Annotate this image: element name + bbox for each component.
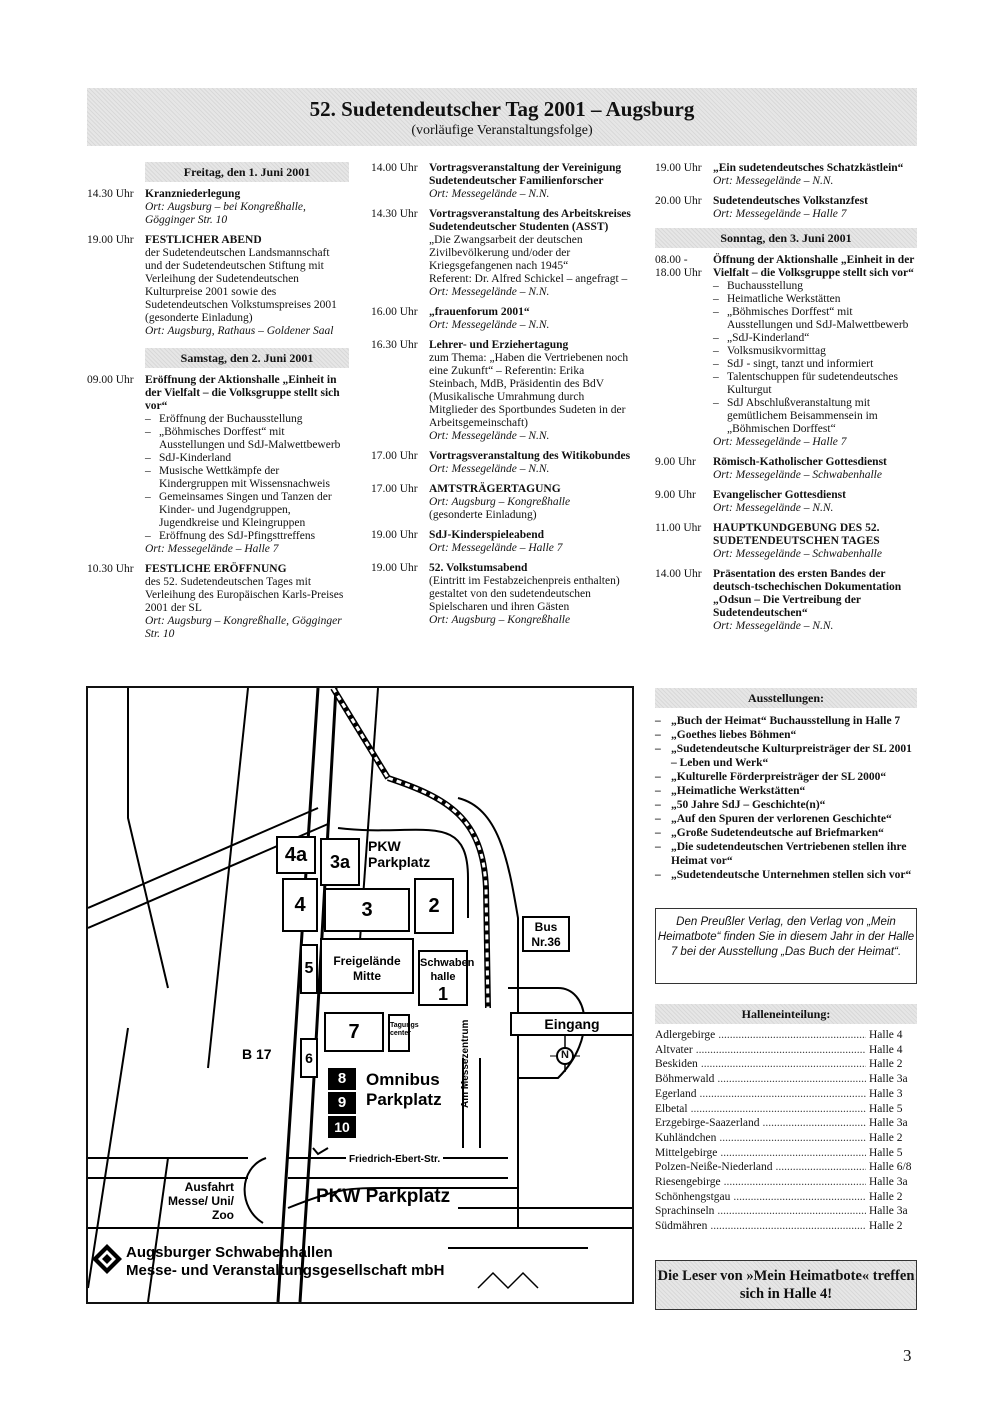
hall-number: Halle 2 [869,1220,903,1233]
event [371,208,633,299]
leader-dots [700,1087,866,1102]
event [655,195,917,221]
event [371,306,633,332]
schedule-column-2 [371,162,633,634]
event-title: Eröffnung der Aktionshalle „Einheit in der Vielfalt – die Volksgruppe stellt sich vor“ [145,374,340,412]
hall-number: Halle 6/8 [869,1161,912,1174]
event-place: Ort: Messegelände – N.N. [713,175,834,187]
hall-region: Egerland [655,1087,697,1100]
event-place: Ort: Messegelände – N.N. [429,430,550,442]
table-row [655,1087,917,1102]
hall-region: Polzen-Neiße-Niederland [655,1161,773,1174]
hall-number: Halle 4 [869,1029,903,1041]
event-time: 10.30 Uhr [87,563,134,575]
leader-dots [701,1057,866,1072]
event [655,568,917,633]
table-row [655,1057,917,1072]
hall-region: Sprachinseln [655,1205,715,1218]
hall-region: Beskiden [655,1058,698,1071]
leader-dots [691,1102,866,1117]
event-referent: Referent: Dr. Alfred Schickel – angefragt – [429,273,628,285]
event-description: der Sudetendeutschen Landsmannschaft und der Sudetendeutschen Stiftung mit Verleihung der Sudetendeutschen Kulturpreise 2001 sowie des Sudetendeutschen Volkstumspreises 2001 (gesonderte Einladung) [145,247,337,324]
event-place: Ort: Messegelände – Schwabenhalle [713,548,882,560]
event-description: zum Thema: „Haben die Vertriebenen noch eine Zukunft“ – Referentin: Erika Steinbach, MdB, Präsidentin des BdV (Musikalische Umrahmung durch Mitglieder des Sportbundes Sudeten in der Arbeitsgemeinschaft) [429,352,629,429]
list-item: – „Böhmisches Dorffest“ mit Ausstellungen und SdJ-Malwettbewerb [713,306,917,332]
leader-dots [719,1131,866,1146]
event-description: des 52. Sudetendeutschen Tages mit Verleihung des Europäischen Karls-Preises 2001 der SL [145,576,344,614]
hall-number: Halle 2 [869,1190,903,1203]
leader-dots [763,1116,866,1131]
hall-number: Halle 3a [869,1205,908,1218]
hall-assignment-section [655,1004,917,1234]
list-item: – „Die sudetendeutschen Vertriebenen stellen ihre Heimat vor“ [655,840,917,868]
leader-dots [718,1028,866,1043]
event [371,562,633,627]
exhibitions-section [655,688,917,882]
hall-rows [655,1028,917,1234]
table-row [655,1116,917,1131]
list-item: – Musische Wettkämpfe der Kindergruppen mit Wissensnachweis [145,465,349,491]
company-name-line1: Augsburger Schwabenhallen [126,1244,333,1261]
table-row [655,1131,917,1146]
hall-number: Halle 3 [869,1087,903,1100]
day-heading-sunday: Sonntag, den 3. Juni 2001 [655,228,917,248]
hall-number: Halle 5 [869,1146,903,1159]
event-time: 14.00 Uhr [655,568,702,580]
event [87,374,349,556]
hall-region: Mittelgebirge [655,1146,718,1159]
day-heading-saturday: Samstag, den 2. Juni 2001 [145,348,349,368]
company-name-line2: Messe- und Veranstaltungsgesellschaft mbH [126,1262,445,1279]
event-time: 19.00 Uhr [371,529,418,541]
leader-dots [724,1175,866,1190]
event-title: AMTSTRÄGERTAGUNG [429,483,561,495]
list-item: – Eröffnung der Buchausstellung [145,413,349,426]
event-time: 08.00 - 18.00 Uhr [655,254,702,279]
hall-number: Halle 5 [869,1102,903,1115]
leader-dots [717,1072,866,1087]
event [655,522,917,561]
leader-dots [710,1219,866,1234]
hall-2: 2 [414,878,454,934]
event-place: Ort: Messegelände – Halle 7 [145,543,279,555]
hall-9: 9 [328,1092,356,1114]
event-title: Öffnung der Aktionshalle „Einheit in der Vielfalt – die Volksgruppe stellt sich vor“ [713,254,915,279]
event-title: Evangelischer Gottesdienst [713,489,846,501]
hall-8: 8 [328,1068,356,1090]
event-title: FESTLICHER ABEND [145,234,262,246]
list-item: – Volksmusikvormittag [713,345,917,358]
leader-dots [733,1190,866,1205]
hall-6: 6 [300,1038,318,1078]
table-row [655,1160,917,1175]
list-item: – „Sudetendeutsche Kulturpreisträger der SL 2001 – Leben und Werk“ [655,742,917,770]
hall-number: Halle 4 [869,1043,903,1056]
event-time: 11.00 Uhr [655,522,702,534]
day-heading-friday: Freitag, den 1. Juni 2001 [145,162,349,182]
am-messezentrum-label: Am Messezentrum [460,1019,471,1108]
event [655,489,917,515]
event-place: Ort: Augsburg – Kongreßhalle [429,614,571,626]
event-place: Ort: Augsburg – bei Kongreßhalle, Gögginger Str. 10 [145,201,306,226]
table-row [655,1204,917,1219]
hall-region: Kuhländchen [655,1131,717,1144]
schwabenhalle-label: Schwaben halle [420,957,475,983]
event-place: Ort: Messegelände – N.N. [429,319,550,331]
table-row [655,1072,917,1087]
event-time: 09.00 Uhr [87,374,134,386]
company-logo-icon [92,1244,122,1274]
table-row [655,1190,917,1205]
event-title: SdJ-Kinderspieleabend [429,529,545,541]
list-item: – Talentschuppen für sudetendeutsches Kulturgut [713,371,917,397]
event-title: „frauenforum 2001“ [429,306,530,318]
event-time: 16.30 Uhr [371,339,418,351]
hall-region: Riesengebirge [655,1176,721,1189]
event-items [713,280,917,436]
hall-4: 4 [282,878,318,932]
hall-1: 1 [437,984,448,1004]
hall-region: Elbetal [655,1102,688,1115]
event-title: Lehrer- und Erziehertagung [429,339,569,351]
schedule-column-3 [655,162,917,640]
list-item: – „Sudetendeutsche Unternehmen stellen sich vor“ [655,868,917,882]
hall-number: Halle 3a [869,1117,908,1130]
hall-region: Altvater [655,1043,693,1056]
list-item: – „Buch der Heimat“ Buchausstellung in Halle 7 [655,714,917,728]
bus-stop-label: Bus Nr.36 [522,916,570,952]
page-subtitle: (vorläufige Veranstaltungsfolge) [411,123,593,138]
hall-number: Halle 2 [869,1058,903,1071]
list-item: – „Große Sudetendeutsche auf Briefmarken“ [655,826,917,840]
leader-dots [720,1146,866,1161]
event-place: Ort: Messegelände – Halle 7 [713,436,847,448]
event-place: Ort: Messegelände – N.N. [429,188,550,200]
table-row [655,1043,917,1058]
event-note: (gesonderte Einladung) [429,509,537,521]
compass-icon [550,1036,580,1072]
list-item: – SdJ Abschlußveranstaltung mit gemütlichem Beisammensein im „Böhmischen Dorffest“ [713,397,917,436]
list-item: – „Heimatliche Werkstätten“ [655,784,917,798]
hall-3: 3 [324,888,410,932]
company-name [126,1244,444,1280]
title-banner [87,88,917,146]
hall-4a: 4a [276,836,316,874]
hall-10: 10 [328,1116,356,1138]
ausfahrt-label: Ausfahrt Messe/ Uni/ Zoo [167,1180,234,1222]
event-time: 16.00 Uhr [371,306,418,318]
hall-region: Adlergebirge [655,1029,716,1041]
event-time: 19.00 Uhr [371,562,418,574]
event-time: 19.00 Uhr [87,234,134,246]
list-item: – „Auf den Spuren der verlorenen Geschichte“ [655,812,917,826]
list-item: – Eröffnung des SdJ-Pfingsttreffens [145,530,349,543]
event [371,450,633,476]
hall-3a: 3a [320,838,360,886]
leader-dots [717,1204,866,1219]
page-number: 3 [903,1346,912,1365]
hall-number: Halle 2 [869,1131,903,1144]
pkw-parkplatz-top-label: PKW Parkplatz [368,838,431,870]
event-title: Kranzniederlegung [145,188,241,200]
publisher-promo-box: Den Preußler Verlag, den Verlag von „Mein Heimatbote“ finden Sie in diesem Jahr in der Halle 7 bei der Ausstellung „Das Buch der Heimat“. [655,908,917,984]
event-place: Ort: Augsburg – Kongreßhalle, Gögginger Str. 10 [145,615,342,640]
freigelaende-mitte: Freigelände Mitte [320,938,414,994]
exhibitions-list [655,714,917,882]
event-place: Ort: Messegelände – Schwabenhalle [713,469,882,481]
schedule-column-1 [87,162,349,648]
event [87,563,349,641]
event-time: 19.00 Uhr [655,162,702,174]
event [655,162,917,188]
halls-heading: Halleneinteilung: [655,1004,917,1024]
readers-meeting-box: Die Leser von »Mein Heimatbote« treffen sich in Halle 4! [655,1260,917,1310]
list-item: – SdJ-Kinderland [145,452,349,465]
event-place: Ort: Augsburg – Kongreßhalle [429,496,571,508]
hall-7: 7 [324,1012,384,1052]
event-time: 17.00 Uhr [371,483,418,495]
exhibitions-heading: Ausstellungen: [655,688,917,708]
event-place: Ort: Messegelände – N.N. [713,620,834,632]
event-place: Ort: Messegelände – N.N. [713,502,834,514]
list-item: – „Goethes liebes Böhmen“ [655,728,917,742]
leader-dots [776,1160,866,1175]
event [87,234,349,338]
event [371,162,633,201]
event [371,339,633,443]
leader-dots [696,1043,866,1058]
event-time: 14.00 Uhr [371,162,418,174]
table-row [655,1146,917,1161]
hall-region: Schönhengstgau [655,1190,731,1203]
page-title: 52. Sudetendeutscher Tag 2001 – Augsburg [309,97,695,121]
event-time: 17.00 Uhr [371,450,418,462]
list-item: – Gemeinsames Singen und Tanzen der Kinder- und Jugendgruppen, Jugendkreise und Kleingruppen [145,491,349,530]
hall-number: Halle 3a [869,1073,908,1086]
list-item: – Heimatliche Werkstätten [713,293,917,306]
event-time: 14.30 Uhr [87,188,134,200]
hall-region: Südmähren [655,1220,708,1233]
event-title: Römisch-Katholischer Gottesdienst [713,456,887,468]
pkw-parkplatz-bottom-label: PKW Parkplatz [316,1186,451,1207]
event [655,456,917,482]
compass-north-label: N [561,1049,569,1061]
venue-map [86,686,634,1304]
event-time: 14.30 Uhr [371,208,418,220]
event [371,529,633,555]
tagungscenter: Tagungs center [388,1014,410,1052]
event-place: Ort: Messegelände – N.N. [429,463,550,475]
event-title: FESTLICHE ERÖFFNUNG [145,563,287,575]
list-item: – „Kulturelle Förderpreisträger der SL 2000“ [655,770,917,784]
eingang-label: Eingang [510,1012,634,1036]
event [371,483,633,522]
event-place: Ort: Augsburg, Rathaus – Goldener Saal [145,325,334,337]
table-row [655,1219,917,1234]
event-time: 9.00 Uhr [655,456,696,468]
event-title: Sudetendeutsches Volkstanzfest [713,195,868,207]
list-item: – SdJ - singt, tanzt und informiert [713,358,917,371]
event-title: Präsentation des ersten Bandes der deutsch-tschechischen Dokumentation „Odsun – Die Vertreibung der Sudetendeutschen“ [713,568,902,619]
table-row [655,1028,917,1043]
list-item: – „50 Jahre SdJ – Geschichte(n)“ [655,798,917,812]
event-description: (Eintritt im Festabzeichenpreis enthalten) gestaltet von den sudetendeutschen Spielscharen und ihren Gästen [429,575,620,613]
event-items [145,413,349,543]
table-row [655,1175,917,1190]
list-item: – Buchausstellung [713,280,917,293]
hall-5: 5 [300,944,318,994]
event-place: Ort: Messegelände – Halle 7 [429,542,563,554]
hall-region: Erzgebirge-Saazerland [655,1117,760,1130]
event-title: HAUPTKUNDGEBUNG DES 52. SUDETENDEUTSCHEN TAGES [713,522,880,547]
event-description: „Die Zwangsarbeit der deutschen Zivilbevölkerung und/oder der Kriegsgefangenen nach 1945“ [429,234,583,272]
event-title: 52. Volkstumsabend [429,562,528,574]
hall-number: Halle 3a [869,1176,908,1189]
event-title: Vortragsveranstaltung des Arbeitskreises Sudetendeutscher Studenten (ASST) [429,208,631,233]
event-time: 9.00 Uhr [655,489,696,501]
street-label: Friedrich-Ebert-Str. [346,1154,443,1165]
event [87,188,349,227]
event-time: 20.00 Uhr [655,195,702,207]
event [655,254,917,449]
table-row [655,1102,917,1117]
event-title: Vortragsveranstaltung des Witikobundes [429,450,631,462]
list-item: – „Böhmisches Dorffest“ mit Ausstellungen und SdJ-Malwettbewerb [145,426,349,452]
b17-road-label: B 17 [242,1046,272,1062]
event-place: Ort: Messegelände – Halle 7 [713,208,847,220]
event-title: Vortragsveranstaltung der Vereinigung Sudetendeutscher Familienforscher [429,162,622,187]
event-place: Ort: Messegelände – N.N. [429,286,550,298]
hall-region: Böhmerwald [655,1073,715,1086]
omnibus-parkplatz-label: Omnibus Parkplatz [366,1070,442,1109]
list-item: – „SdJ-Kinderland“ [713,332,917,345]
event-title: „Ein sudetendeutsches Schatzkästlein“ [713,162,904,174]
